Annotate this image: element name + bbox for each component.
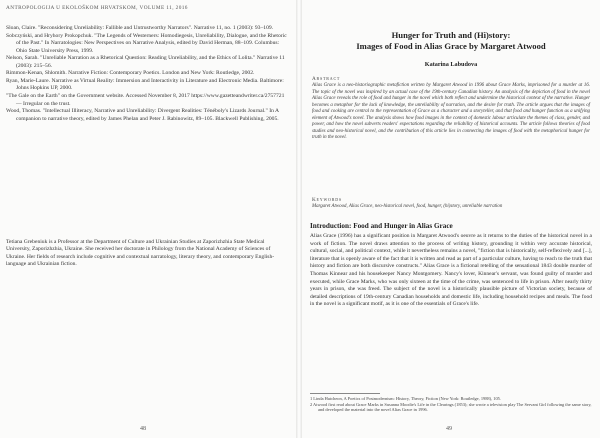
footnote-divider	[310, 393, 380, 394]
left-page	[0, 0, 296, 438]
reference-item: Wood, Thomas. "Intellectual Illiteracy, Narrative and Unreliability: Divergent Realities: Ténéboly's Lizards Journal." In A companion to narrative theory, edited by James Phelan and Peter J. Rabinowitz, 89–105. Blackwell Publishing, 2005.	[6, 108, 279, 122]
footnote: 1 Linda Hutcheon, A Poetics of Postmodernism: History, Theory, Fiction (New York: Routledge, 1988), 105.	[310, 396, 501, 401]
author-name: Katarina Labudova	[424, 61, 478, 68]
section-heading: Introduction: Food and Hunger in Alias Grace	[310, 222, 453, 230]
abstract-label: Abstract	[312, 76, 341, 82]
right-page	[302, 0, 600, 438]
keywords-label: Keywords	[312, 197, 342, 203]
reference-list	[6, 25, 288, 123]
author-bio: Tetiana Grebeniuk is a Professor at the Department of Culture and Ukrainian Studies at Zaporizhzhia State Medical University, Zaporizhzhia, Ukraine. She received her doctorate in Philology from the National Academy of Sciences of Ukraine. Her fields of research include cognitive and contextual narratology, literary theory, and contemporary English-language and Ukrainian fiction.	[6, 239, 275, 268]
reference-item: Ryan, Marie-Laure. Narrative as Virtual Reality: Immersion and Interactivity in Literature and Electronic Media. Baltimore: Johns Hopkins UP, 2000.	[6, 78, 284, 92]
running-head: ANTROPOLOGIJA U EKOLOŠKOM HRVATSKOM, VOLUME 11, 2016	[6, 5, 188, 11]
footnotes	[310, 396, 592, 413]
page-number: 49	[446, 426, 452, 432]
footnote: 2 Atwood first read about Grace Marks in Susanna Moodie's Life in the Clearings (1853); she wrote a television play The Servant Girl following the same story, and developed the material into the novel Alias Grace in 1996.	[310, 401, 592, 413]
reference-item: Sloan, Claire. "Reconsidering Unreliability: Fallible and Untrustworthy Narrators". Narrative 11, no. 1 (2003): 93–109.	[6, 25, 274, 31]
reference-item: "The Gale on the Earth" on the Government website. Accessed November 8, 2017 https://www.gazetteandwriter.ca/2757721 — Irregular on the trust.	[6, 93, 285, 107]
reference-item: Rimmon-Kenan, Shlomith. Narrative Fiction: Contemporary Poetics. London and New York: Routledge, 2002.	[6, 70, 255, 77]
article-title	[310, 30, 592, 52]
body-paragraph: Alias Grace (1996) has a significant position in Margaret Atwood's oeuvre as it returns to the duties of the historical novel in a work of fiction. The novel draws attention to the process of writing history, grounding it within very accurate historical, cultural, social, and political context, while it nevertheless remains a novel, "fiction that is historically, self-reflexively and [...], literature that is openly aware of the fact that it is written and read as part of a particular culture, having to reach to the truth that history and fiction are both discursive constructs." Alias Grace is a fictional retelling of the sensational 1843 double murder of Thomas Kinnear and his housekeeper Nancy Montgomery. Nancy's lover, Kinnear's servant, was found guilty of murder and executed, while Grace Marks, who was only sixteen at the time of the crime, was sentenced to life in prison. After nearly thirty years in prison, she was freed. The subject of the novel is a historically plausible picture of Victorian society, because of detailed descriptions of 19th-century Canadian households and domestic life, including household recipes and meals. The food in the novel is a significant motif, as it is one of the essentials of Grace's life.	[310, 233, 592, 308]
title-line: Hunger for Truth and (Hi)story:	[391, 30, 511, 40]
page-number: 48	[140, 426, 146, 432]
keywords-text: Margaret Atwood, Alias Grace, neo-historical novel, food, hunger, (hi)story, unreliable narration	[312, 204, 503, 209]
reference-item: Sobczyński, and Hryhory Prokopchuk. "The Legends of Westerners: Homodiegesis, Unreliability, Dialogue, and the Rhetoric of the Past." In Narratologies: New Perspectives on Narrative Analysis, edited by David Herman, 88–109. Columbus: Ohio State University Press, 1999.	[6, 32, 287, 54]
reference-item: Nelson, Sarah. "Unreliable Narration as a Rhetorical Question: Reading Unreliability, and the Ethics of Lolita." Narrative 11 (2003): 215–56.	[6, 55, 285, 69]
abstract-text: Alias Grace is a neo-historiographic metafiction written by Margaret Atwood in 1996 about Grace Marks, imprisoned for a murder at 16. The topic of the novel was inspired by an actual case of the 19th-century Canadian history. An analysis of the depiction of food in the novel Alias Grace reveals the role of food and hunger in the novel which both reflect and undermine the historical context of the narrative. Hunger becomes a metaphor for the lack of knowledge, the unreliability of narration, and the desire for truth. The article argues that the images of food and cooking are central to the representation of Grace as a character and a storyteller, and that food and hunger function as a unifying element of Atwood's novel. The analysis shows how food images in the context of domestic labour articulate the themes of class, gender, and power, and how the novel subverts readers' expectations regarding the reliability of historical accounts. The article follows theories of food studies and neo-historical novel, and the contribution of this article lies in connecting the images of food with the metaphorical hunger for truth in the novel.	[312, 83, 590, 140]
title-line: Images of Food in Alias Grace by Margaret Atwood	[356, 41, 546, 51]
